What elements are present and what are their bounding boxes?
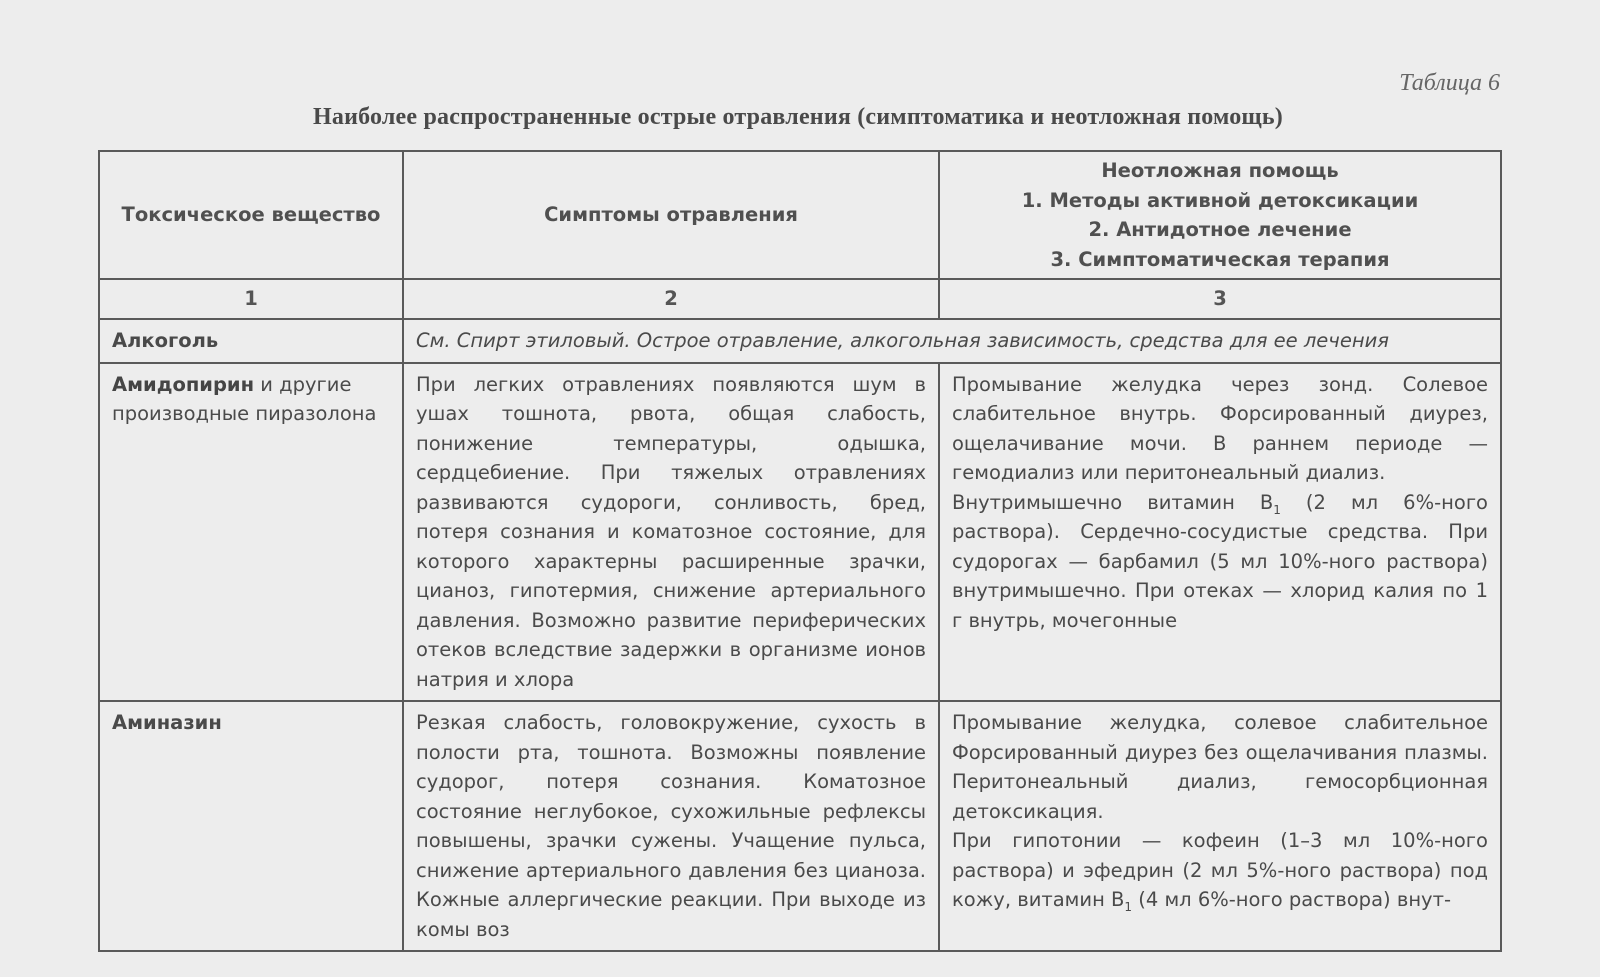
substance-cell	[99, 363, 403, 702]
help-paragraph: Промывание желудка через зонд. Солевое слабительное внутрь. Форсированный диурез, ощелачивание мочи. В раннем периоде — гемодиализ или перитонеальный диализ.	[952, 372, 1488, 484]
help-paragraph: При гипотонии — кофеин (1–3 мл 10%-ного раствора) и эфедрин (2 мл 5%-ного раствора) под кожу, витамин $В_1$ (4 мл 6%-ного раствора) внут-	[952, 829, 1488, 914]
emergency-help-cell	[939, 701, 1501, 951]
symptoms-cell: При легких отравлениях появляются шум в ушах тошнота, рвота, общая слабость, понижение температуры, одышка, сердцебиение. При тяжелых отравлениях развиваются судороги, сонливость, бред, потеря сознания и коматозное состояние, для которого характерны расширенные зрачки, цианоз, гипотермия, снижение артериального давления. Возможно развитие периферических отеков вследствие задержки в организме ионов натрия и хлора	[403, 363, 939, 702]
substance-name: Алкоголь	[99, 319, 403, 363]
header-help-line: 2. Антидотное лечение	[1088, 218, 1352, 241]
column-number: 2	[403, 279, 939, 319]
table-row	[99, 363, 1501, 702]
table-title: Наиболее распространенные острые отравления (симптоматика и неотложная помощь)	[313, 104, 1283, 130]
header-row	[99, 151, 1501, 279]
emergency-help-cell	[939, 363, 1501, 702]
help-paragraph: Внутримышечно витамин $В_1$ (2 мл 6%-ного раствора). Сердечно-сосудистые средства. При судорогах — барбамил (5 мл 10%-ного раствора) внутримышечно. При отеках — хлорид калия по 1 г внутрь, мочегонные	[952, 490, 1488, 632]
header-help-line: 1. Методы активной детоксикации	[1021, 188, 1419, 212]
header-symptoms: Симптомы отравления	[403, 151, 939, 279]
help-paragraph: Промывание желудка, солевое слабительное Форсированный диурез без ощелачивания плазмы. Перитонеальный диализ, гемосорбционная детоксикация.	[952, 711, 1488, 823]
poisoning-table	[98, 150, 1502, 952]
symptoms-cell: Резкая слабость, головокружение, сухость в полости рта, тошнота. Возможны появление судорог, потеря сознания. Коматозное состояние неглубокое, сухожильные рефлексы повышены, зрачки сужены. Учащение пульса, снижение артериального давления без цианоза. Кожные аллергические реакции. При выходе из комы воз	[403, 701, 939, 951]
substance-name: Аминазин	[99, 701, 403, 951]
table-row	[99, 319, 1501, 363]
column-number: 3	[939, 279, 1501, 319]
header-emergency-help	[939, 151, 1501, 279]
header-help-line: 3. Симптоматическая терапия	[1050, 247, 1390, 271]
table-row	[99, 701, 1501, 951]
column-number-row	[99, 279, 1501, 319]
column-number: 1	[99, 279, 403, 319]
substance-name: Амидопирин	[112, 372, 255, 396]
header-help-line: Неотложная помощь	[1101, 159, 1339, 182]
cross-reference: См. Спирт этиловый. Острое отравление, алкогольная зависимость, средства для ее лечения	[403, 319, 1501, 363]
substance-name-rest: и другие производные пиразолона	[112, 372, 377, 425]
table-number-label: Таблица 6	[1399, 70, 1500, 96]
header-toxic-substance: Токсическое вещество	[99, 151, 403, 279]
